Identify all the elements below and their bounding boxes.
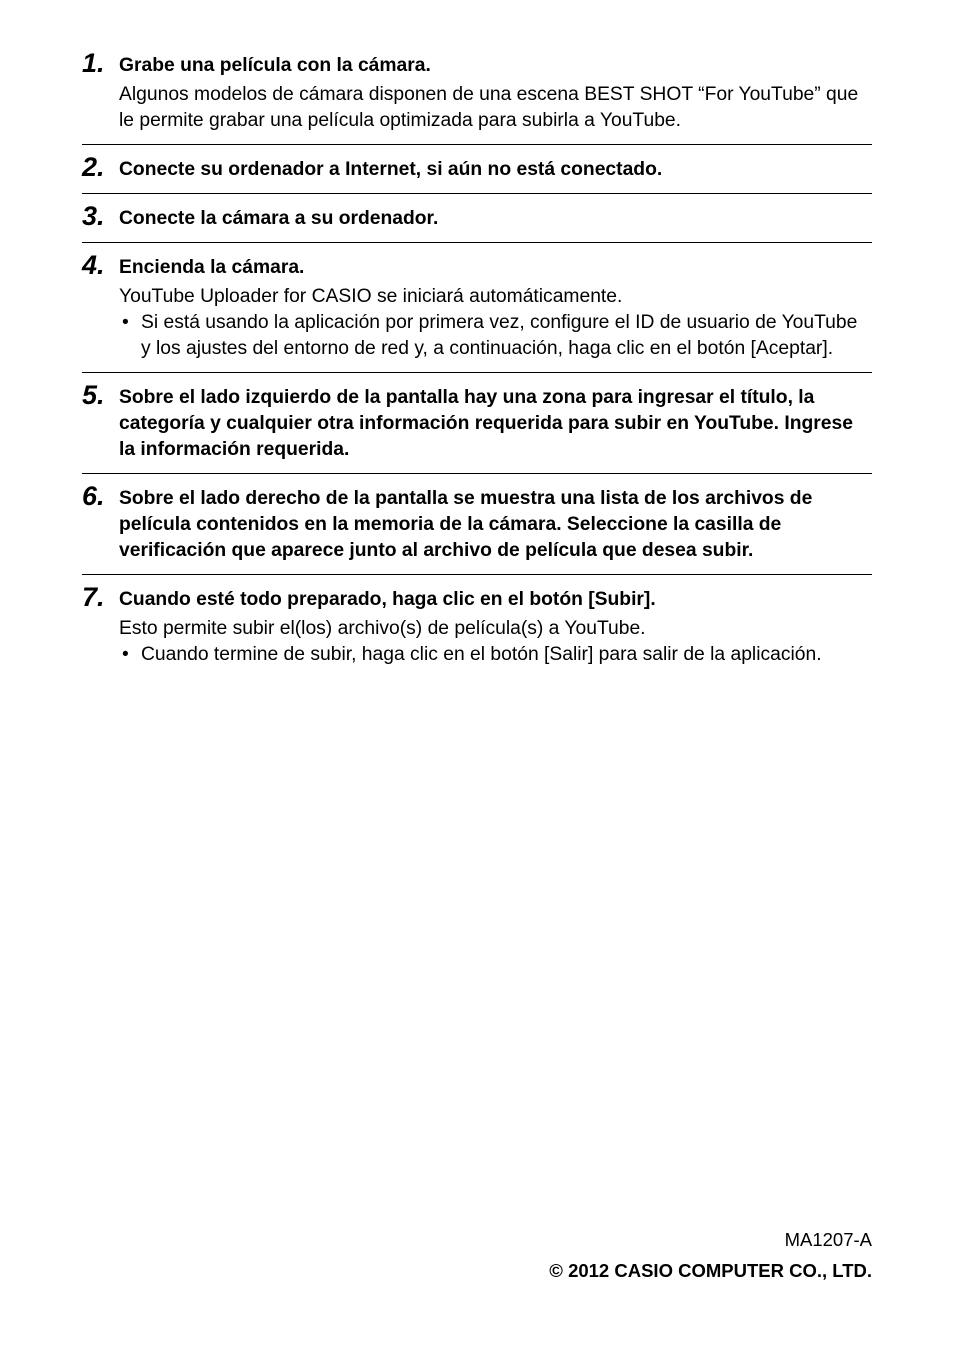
- step-title: Grabe una película con la cámara.: [119, 55, 431, 76]
- step-title: Sobre el lado izquierdo de la pantalla hay una zona para ingresar el título, la categoría y cualquier otra información requerida para subir en YouTube. Ingrese la información requerida.: [119, 387, 853, 460]
- step-body: [119, 154, 872, 183]
- copyright-notice: © 2012 CASIO COMPUTER CO., LTD.: [549, 1260, 872, 1281]
- bullet-symbol: •: [122, 644, 129, 665]
- step-number: 2.: [82, 152, 105, 182]
- step-title: Conecte su ordenador a Internet, si aún no está conectado.: [119, 159, 663, 180]
- step-7: [82, 574, 872, 678]
- bullet-list: [119, 310, 872, 362]
- bullet-text: Si está usando la aplicación por primera vez, configure el ID de usuario de YouTube y los ajustes del entorno de red y, a continuación, haga clic en el botón [Aceptar].: [141, 312, 858, 359]
- step-body: [119, 483, 872, 564]
- bullet-item: [119, 310, 872, 362]
- step-number: 6.: [82, 481, 105, 511]
- step-3: [82, 193, 872, 242]
- step-6: [82, 473, 872, 574]
- step-number: 7.: [82, 582, 105, 612]
- step-number: 4.: [82, 250, 105, 280]
- step-description: Algunos modelos de cámara disponen de una escena BEST SHOT “For YouTube” que le permite grabar una película optimizada para subirla a YouTube.: [119, 84, 859, 131]
- step-body: [119, 203, 872, 232]
- bullet-item: [119, 642, 872, 668]
- document-code: MA1207-A: [784, 1229, 872, 1250]
- step-title: Encienda la cámara.: [119, 257, 305, 278]
- step-4: [82, 242, 872, 372]
- step-title: Cuando esté todo preparado, haga clic en el botón [Subir].: [119, 589, 656, 610]
- bullet-symbol: •: [122, 312, 129, 333]
- step-body: [119, 382, 872, 463]
- step-title: Conecte la cámara a su ordenador.: [119, 208, 439, 229]
- step-title: Sobre el lado derecho de la pantalla se muestra una lista de los archivos de película contenidos en la memoria de la cámara. Seleccione la casilla de verificación que aparece junto al archivo de película que desea subir.: [119, 488, 813, 561]
- step-description: Esto permite subir el(los) archivo(s) de película(s) a YouTube.: [119, 618, 646, 639]
- step-1: [82, 50, 872, 144]
- step-list: [82, 50, 872, 678]
- step-2: [82, 144, 872, 193]
- step-body: [119, 50, 872, 134]
- bullet-list: [119, 642, 872, 668]
- page-footer: [549, 1227, 872, 1284]
- step-number: 1.: [82, 48, 105, 78]
- bullet-text: Cuando termine de subir, haga clic en el botón [Salir] para salir de la aplicación.: [141, 644, 822, 665]
- step-description: YouTube Uploader for CASIO se iniciará automáticamente.: [119, 286, 623, 307]
- step-number: 5.: [82, 380, 105, 410]
- step-body: [119, 584, 872, 668]
- step-5: [82, 372, 872, 473]
- step-number: 3.: [82, 201, 105, 231]
- step-body: [119, 252, 872, 362]
